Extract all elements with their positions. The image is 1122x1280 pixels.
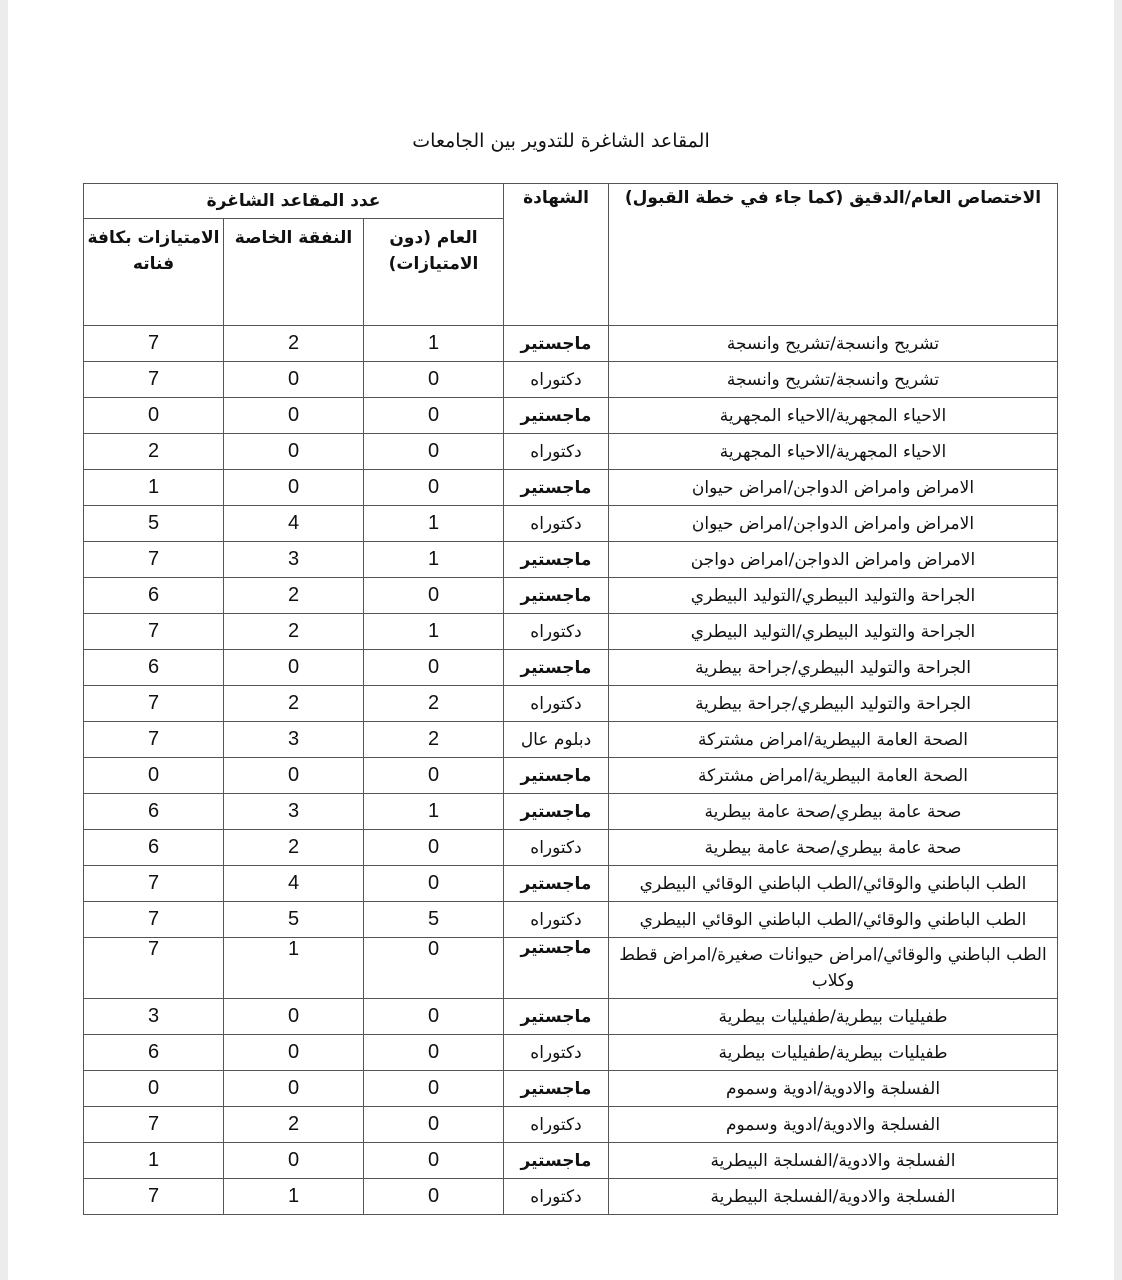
- page-title: المقاعد الشاغرة للتدوير بين الجامعات: [412, 130, 710, 152]
- private-count-cell: 2: [224, 578, 364, 614]
- table-row: [84, 542, 1058, 578]
- privileges-count-cell: 2: [84, 434, 224, 470]
- header-degree: الشهادة: [504, 184, 609, 326]
- table-body: [84, 326, 1058, 1215]
- degree-cell: دكتوراه: [504, 1107, 609, 1143]
- general-count-cell: 0: [364, 830, 504, 866]
- specialization-cell: الجراحة والتوليد البيطري/جراحة بيطرية: [609, 686, 1058, 722]
- specialization-cell: الفسلجة والادوية/ادوية وسموم: [609, 1107, 1058, 1143]
- degree-cell: ماجستير: [504, 650, 609, 686]
- specialization-cell: الصحة العامة البيطرية/امراض مشتركة: [609, 722, 1058, 758]
- privileges-count-cell: 7: [84, 866, 224, 902]
- privileges-count-cell: 1: [84, 470, 224, 506]
- specialization-cell: صحة عامة بيطري/صحة عامة بيطرية: [609, 830, 1058, 866]
- degree-cell: ماجستير: [504, 398, 609, 434]
- general-count-cell: 0: [364, 578, 504, 614]
- general-count-cell: 0: [364, 1107, 504, 1143]
- general-count-cell: 1: [364, 794, 504, 830]
- privileges-count-cell: 7: [84, 362, 224, 398]
- privileges-count-cell: 7: [84, 722, 224, 758]
- private-count-cell: 0: [224, 1143, 364, 1179]
- degree-cell: ماجستير: [504, 578, 609, 614]
- header-vacant-seats: عدد المقاعد الشاغرة: [84, 184, 504, 219]
- private-count-cell: 5: [224, 902, 364, 938]
- table-row: [84, 722, 1058, 758]
- degree-cell: دكتوراه: [504, 362, 609, 398]
- specialization-cell: الجراحة والتوليد البيطري/التوليد البيطري: [609, 578, 1058, 614]
- table-row: [84, 999, 1058, 1035]
- specialization-cell: الاحياء المجهرية/الاحياء المجهرية: [609, 398, 1058, 434]
- private-count-cell: 0: [224, 398, 364, 434]
- private-count-cell: 0: [224, 650, 364, 686]
- specialization-cell: الفسلجة والادوية/ادوية وسموم: [609, 1071, 1058, 1107]
- specialization-cell: الطب الباطني والوقائي/الطب الباطني الوقائي البيطري: [609, 866, 1058, 902]
- general-count-cell: 0: [364, 470, 504, 506]
- degree-cell: دكتوراه: [504, 830, 609, 866]
- table-row: [84, 650, 1058, 686]
- table-row: [84, 758, 1058, 794]
- degree-cell: دكتوراه: [504, 434, 609, 470]
- specialization-cell: الفسلجة والادوية/الفسلجة البيطرية: [609, 1179, 1058, 1215]
- specialization-cell: الطب الباطني والوقائي/الطب الباطني الوقائي البيطري: [609, 902, 1058, 938]
- private-count-cell: 1: [224, 1179, 364, 1215]
- table-row: [84, 902, 1058, 938]
- degree-cell: ماجستير: [504, 542, 609, 578]
- privileges-count-cell: 7: [84, 542, 224, 578]
- general-count-cell: 0: [364, 362, 504, 398]
- table-row: [84, 938, 1058, 999]
- specialization-cell: الامراض وامراض الدواجن/امراض دواجن: [609, 542, 1058, 578]
- private-count-cell: 0: [224, 434, 364, 470]
- degree-cell: دكتوراه: [504, 1035, 609, 1071]
- degree-cell: ماجستير: [504, 326, 609, 362]
- privileges-count-cell: 7: [84, 326, 224, 362]
- header-privileges: الامتيازات بكافة فناته: [84, 219, 224, 326]
- private-count-cell: 0: [224, 362, 364, 398]
- general-count-cell: 1: [364, 506, 504, 542]
- general-count-cell: 1: [364, 326, 504, 362]
- general-count-cell: 0: [364, 999, 504, 1035]
- table-row: [84, 362, 1058, 398]
- table-row: [84, 1107, 1058, 1143]
- degree-cell: ماجستير: [504, 794, 609, 830]
- table-row: [84, 830, 1058, 866]
- privileges-count-cell: 7: [84, 614, 224, 650]
- degree-cell: ماجستير: [504, 866, 609, 902]
- degree-cell: دبلوم عال: [504, 722, 609, 758]
- degree-cell: ماجستير: [504, 999, 609, 1035]
- specialization-cell: الامراض وامراض الدواجن/امراض حيوان: [609, 470, 1058, 506]
- privileges-count-cell: 7: [84, 938, 224, 999]
- privileges-count-cell: 7: [84, 686, 224, 722]
- specialization-cell: طفيليات بيطرية/طفيليات بيطرية: [609, 999, 1058, 1035]
- degree-cell: ماجستير: [504, 758, 609, 794]
- private-count-cell: 2: [224, 1107, 364, 1143]
- general-count-cell: 0: [364, 650, 504, 686]
- general-count-cell: 0: [364, 1035, 504, 1071]
- general-count-cell: 0: [364, 938, 504, 999]
- table-row: [84, 1071, 1058, 1107]
- privileges-count-cell: 6: [84, 650, 224, 686]
- general-count-cell: 2: [364, 686, 504, 722]
- private-count-cell: 2: [224, 830, 364, 866]
- degree-cell: دكتوراه: [504, 1179, 609, 1215]
- general-count-cell: 0: [364, 866, 504, 902]
- specialization-cell: الفسلجة والادوية/الفسلجة البيطرية: [609, 1143, 1058, 1179]
- table-row: [84, 578, 1058, 614]
- document-page: [8, 0, 1114, 1280]
- specialization-cell: الطب الباطني والوقائي/امراض حيوانات صغيرة/امراض قطط وكلاب: [609, 938, 1058, 999]
- general-count-cell: 5: [364, 902, 504, 938]
- privileges-count-cell: 0: [84, 398, 224, 434]
- specialization-cell: تشريح وانسجة/تشريح وانسجة: [609, 362, 1058, 398]
- vacant-seats-table: [83, 183, 1058, 1215]
- specialization-cell: الجراحة والتوليد البيطري/جراحة بيطرية: [609, 650, 1058, 686]
- private-count-cell: 0: [224, 470, 364, 506]
- table-row: [84, 1143, 1058, 1179]
- privileges-count-cell: 6: [84, 1035, 224, 1071]
- privileges-count-cell: 3: [84, 999, 224, 1035]
- privileges-count-cell: 7: [84, 1107, 224, 1143]
- general-count-cell: 0: [364, 434, 504, 470]
- table-row: [84, 326, 1058, 362]
- general-count-cell: 0: [364, 758, 504, 794]
- specialization-cell: الجراحة والتوليد البيطري/التوليد البيطري: [609, 614, 1058, 650]
- privileges-count-cell: 7: [84, 902, 224, 938]
- privileges-count-cell: 5: [84, 506, 224, 542]
- table-row: [84, 1035, 1058, 1071]
- table-row: [84, 398, 1058, 434]
- table-row: [84, 794, 1058, 830]
- privileges-count-cell: 6: [84, 578, 224, 614]
- general-count-cell: 0: [364, 1143, 504, 1179]
- table-row: [84, 614, 1058, 650]
- private-count-cell: 4: [224, 506, 364, 542]
- private-count-cell: 2: [224, 326, 364, 362]
- private-count-cell: 1: [224, 938, 364, 999]
- privileges-count-cell: 0: [84, 758, 224, 794]
- header-general: العام (دون الامتيازات): [364, 219, 504, 326]
- table-row: [84, 686, 1058, 722]
- privileges-count-cell: 6: [84, 794, 224, 830]
- specialization-cell: الامراض وامراض الدواجن/امراض حيوان: [609, 506, 1058, 542]
- table-row: [84, 1179, 1058, 1215]
- degree-cell: ماجستير: [504, 938, 609, 999]
- private-count-cell: 0: [224, 1071, 364, 1107]
- header-private: النفقة الخاصة: [224, 219, 364, 326]
- private-count-cell: 4: [224, 866, 364, 902]
- general-count-cell: 1: [364, 614, 504, 650]
- private-count-cell: 0: [224, 1035, 364, 1071]
- privileges-count-cell: 0: [84, 1071, 224, 1107]
- private-count-cell: 2: [224, 686, 364, 722]
- private-count-cell: 3: [224, 722, 364, 758]
- private-count-cell: 2: [224, 614, 364, 650]
- specialization-cell: صحة عامة بيطري/صحة عامة بيطرية: [609, 794, 1058, 830]
- degree-cell: دكتوراه: [504, 686, 609, 722]
- degree-cell: ماجستير: [504, 1071, 609, 1107]
- specialization-cell: تشريح وانسجة/تشريح وانسجة: [609, 326, 1058, 362]
- degree-cell: دكتوراه: [504, 506, 609, 542]
- privileges-count-cell: 6: [84, 830, 224, 866]
- degree-cell: ماجستير: [504, 1143, 609, 1179]
- table-row: [84, 434, 1058, 470]
- private-count-cell: 0: [224, 999, 364, 1035]
- specialization-cell: الصحة العامة البيطرية/امراض مشتركة: [609, 758, 1058, 794]
- general-count-cell: 0: [364, 1179, 504, 1215]
- specialization-cell: طفيليات بيطرية/طفيليات بيطرية: [609, 1035, 1058, 1071]
- general-count-cell: 0: [364, 1071, 504, 1107]
- privileges-count-cell: 7: [84, 1179, 224, 1215]
- general-count-cell: 0: [364, 398, 504, 434]
- degree-cell: دكتوراه: [504, 902, 609, 938]
- degree-cell: دكتوراه: [504, 614, 609, 650]
- table-row: [84, 470, 1058, 506]
- private-count-cell: 3: [224, 542, 364, 578]
- general-count-cell: 1: [364, 542, 504, 578]
- private-count-cell: 3: [224, 794, 364, 830]
- table-row: [84, 506, 1058, 542]
- general-count-cell: 2: [364, 722, 504, 758]
- privileges-count-cell: 1: [84, 1143, 224, 1179]
- header-specialization: الاختصاص العام/الدقيق (كما جاء في خطة القبول): [609, 184, 1058, 326]
- private-count-cell: 0: [224, 758, 364, 794]
- degree-cell: ماجستير: [504, 470, 609, 506]
- table-row: [84, 866, 1058, 902]
- specialization-cell: الاحياء المجهرية/الاحياء المجهرية: [609, 434, 1058, 470]
